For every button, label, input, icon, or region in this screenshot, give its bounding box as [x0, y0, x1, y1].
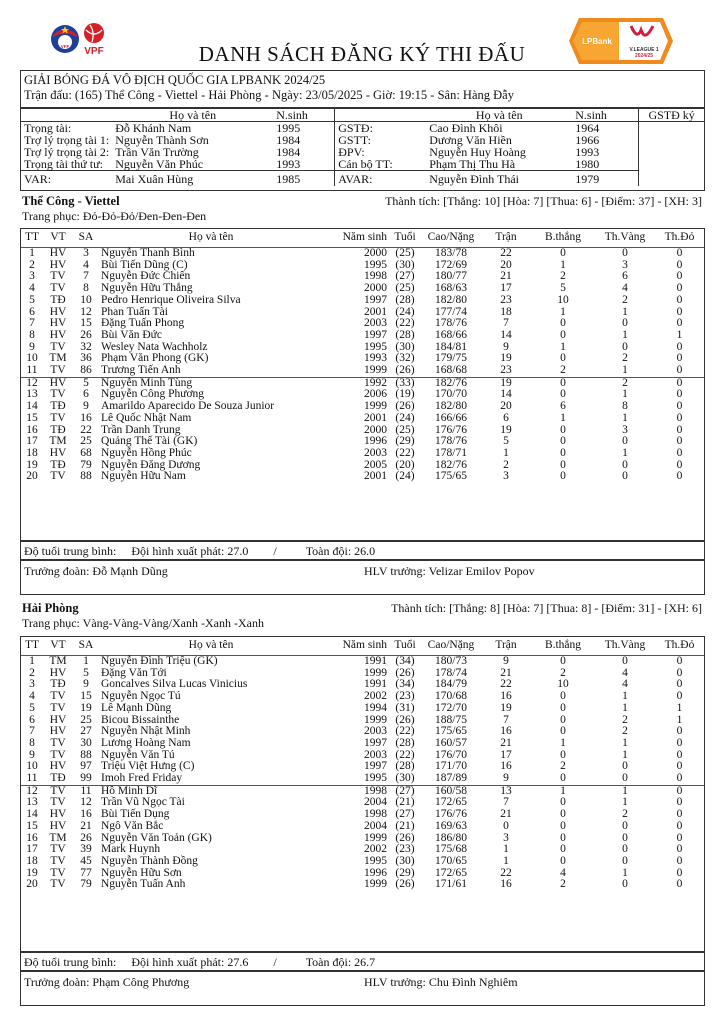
player-row: 5 TV 19 Lê Mạnh Dũng 1994 (31) 172/70 19 0 1 1	[29, 701, 683, 714]
player-row: 14 HV 16 Bùi Tiến Dụng 1998 (27) 176/76 21 0 2 0	[26, 808, 683, 821]
team-name-home: Thể Công - Viettel	[22, 194, 120, 208]
player-row: 4 TV 15 Nguyễn Ngọc Tú 2002 (23) 170/68 16 0 1 0	[29, 690, 683, 703]
avg-age-away: Độ tuổi trung bình: Đội hình xuất phát: 27.6 / Toàn đội: 26.7	[20, 952, 705, 971]
staff-home	[20, 560, 705, 595]
svg-text:LPBank: LPBank	[582, 37, 612, 46]
svg-text:VFF: VFF	[60, 44, 70, 49]
official-row: Trọng tài thứ tư: Nguyễn Văn Phúc 1993 Cán bộ TT: Phạm Thị Thu Hà 1980	[24, 157, 600, 171]
player-row: 13 TV 6 Nguyễn Công Phương 2006 (19) 170/70 14 0 1 0	[26, 388, 683, 401]
player-row: 5 TĐ 10 Pedro Henrique Oliveira Silva 1997 (28) 182/80 23 10 2 0	[29, 293, 683, 306]
col-name: Họ và tên	[169, 108, 217, 122]
player-row: 9 TV 88 Nguyễn Văn Tú 2003 (22) 176/70 17 0 1 0	[29, 748, 683, 761]
player-row: 2 HV 4 Bùi Tiến Dũng (C) 1995 (30) 172/69 20 1 3 0	[29, 258, 683, 271]
player-row: 7 HV 27 Nguyễn Nhật Minh 2003 (22) 175/65 16 0 2 0	[29, 725, 683, 738]
official-row: Trọng tài: Đỗ Khánh Nam 1995 GSTĐ: Cao Đình Khôi 1964	[21, 122, 704, 135]
player-row: 11 TĐ 99 Imoh Fred Friday 1995 (30) 187/89 9 0 0 0	[26, 772, 683, 785]
svg-text:VPF: VPF	[84, 46, 104, 57]
player-row: 15 TV 16 Lê Quốc Nhật Nam 2001 (24) 166/66 6 1 1 0	[26, 411, 683, 424]
vleague-logo	[567, 16, 675, 66]
player-row: 10 HV 97 Triệu Việt Hưng (C) 1997 (28) 171/70 16 2 0 0	[26, 760, 683, 773]
player-row: 19 TV 77 Nguyễn Hữu Sơn 1996 (29) 172/65 22 4 1 0	[26, 866, 683, 879]
official-row: Trợ lý trọng tài 1: Nguyễn Thành Sơn 1984 GSTT: Dương Văn Hiền 1966	[24, 133, 600, 147]
staff-away	[20, 971, 705, 1006]
player-row: 9 TV 32 Wesley Nata Wachholz 1995 (30) 184/81 9 1 0 0	[29, 340, 683, 353]
svg-text:2024/25: 2024/25	[634, 53, 654, 59]
player-row: 8 TV 30 Lương Hoàng Nam 1997 (28) 160/57 21 1 1 0	[29, 736, 683, 749]
page-title: DANH SÁCH ĐĂNG KÝ THI ĐẤU	[198, 42, 526, 66]
manager-away: Trưởng đoàn: Phạm Công Phương	[24, 975, 190, 989]
team-record-away: Thành tích: [Thắng: 8] [Hòa: 7] [Thua: 8] - [Điểm: 31] - [XH: 6]	[391, 601, 702, 615]
official-row: VAR: Mai Xuân Hùng 1985 AVAR: Nguyễn Đình Thái 1979	[21, 171, 704, 187]
signature-cell	[639, 122, 704, 187]
match-info: Trận đấu: (165) Thể Công - Viettel - Hải Phòng - Ngày: 23/05/2025 - Giờ: 19:15 - Sân: Hàng Đẫy	[24, 88, 514, 102]
league-name: GIẢI BÓNG ĐÁ VÔ ĐỊCH QUỐC GIA LPBANK 2024/25	[24, 73, 326, 87]
player-row: 1 TM 1 Nguyễn Đình Triệu (GK) 1991 (34) 180/73 9 0 0 0	[29, 655, 683, 667]
col-birth: N.sinh	[575, 108, 607, 122]
player-row: 14 TĐ 9 Amarildo Aparecido De Souza Junior 1999 (26) 182/80 20 6 8 0	[26, 400, 683, 413]
officials-table	[20, 108, 705, 191]
player-row: 11 TV 86 Trương Tiến Anh 1999 (26) 168/68 23 2 1 0	[26, 364, 683, 377]
squad-table-away: TT VT SA Họ và tên Năm sinh Tuổi Cao/Nặng Trận B.thắng Th.Vàng Th.Đỏ 1 TM 1 Nguyễn Đình Triệu (GK) 1991 (34) 180/73 9 0 0 0 2 HV 5 Đặng Văn Tới 1999 (26) 178/74 21 2 4 0 3 TĐ 9 Goncalves Silva Lucas Vinicius 1991 (34) 184/79 22 10 4 0 4 TV 15 Nguyễn Ngọc Tú 2002 (23) 170/68 16 0 1 0 5 TV 19 Lê Mạnh Dũng 1994 (31) 172/70 19 0 1 1 6 HV 25 Bicou Bissainthe 1999 (26) 188/75 7 0 2 1 7 HV 27 Nguyễn Nhật Minh 2003 (22) 175/65 16 0 2 0 8 TV 30 Lương Hoàng Nam 1997 (28) 160/57 21 1 1 0 9 TV 88 Nguyễn Văn Tú 2003 (22) 176/70 17 0 1 0 10 HV 97 Triệu Việt Hưng (C) 1997 (28) 171/70 16 2 0 0 11 TĐ 99 Imoh Fred Friday 1995 (30) 187/89 9 0 0 0 12 TV 11 Hồ Minh Dĩ 1998 (27) 160/58 13 1 1 0 13 TV 12 Trần Vũ Ngọc Tài 2004 (21) 172/65 7 0 1 0 14 HV 16 Bùi Tiến Dụng 1998 (27) 176/76 21 0 2 0 15 HV 21 Ngô Văn Bắc 2004 (21) 169/63 0 0 0 0 16 TM 26 Nguyễn Văn Toản (GK) 1999 (26) 186/80 3 0 0 0 17 TV 39 Mark Huynh 2002 (23) 175/68 1 0 0 0 18 TV 45 Nguyễn Thành Đồng 1995 (30) 170/65 1 0 0 0 19 TV 77 Nguyễn Hữu Sơn 1996 (29) 172/65 22 4 1 0 20 TV 79 Nguyễn Tuấn Anh 1999 (26) 171/61 16 2 0 0	[20, 636, 705, 952]
player-row: 17 TV 39 Mark Huynh 2002 (23) 175/68 1 0 0 0	[26, 843, 683, 856]
player-row: 7 HV 15 Đặng Tuấn Phong 2003 (22) 178/76 7 0 0 0	[29, 317, 683, 330]
coach-away: HLV trưởng: Chu Đình Nghiêm	[364, 975, 518, 989]
squad-table-home: TT VT SA Họ và tên Năm sinh Tuổi Cao/Nặng Trận B.thắng Th.Vàng Th.Đỏ 1 HV 3 Nguyễn Thanh Bình 2000 (25) 183/78 22 0 0 0 2 HV 4 Bùi Tiến Dũng (C) 1995 (30) 172/69 20 1 3 0 3 TV 7 Nguyễn Đức Chiến 1998 (27) 180/77 21 2 6 0 4 TV 8 Nguyễn Hữu Thắng 2000 (25) 168/63 17 5 4 0 5 TĐ 10 Pedro Henrique Oliveira Silva 1997 (28) 182/80 23 10 2 0 6 HV 12 Phan Tuấn Tài 2001 (24) 177/74 18 1 1 0 7 HV 15 Đặng Tuấn Phong 2003 (22) 178/76 7 0 0 0 8 HV 26 Bùi Văn Đức 1997 (28) 168/66 14 0 1 1 9 TV 32 Wesley Nata Wachholz 1995 (30) 184/81 9 1 0 0 10 TM 36 Phạm Văn Phong (GK) 1993 (32) 179/75 19 0 2 0 11 TV 86 Trương Tiến Anh 1999 (26) 168/68 23 2 1 0 12 HV 5 Nguyễn Minh Tùng 1992 (33) 182/76 19 0 2 0 13 TV 6 Nguyễn Công Phương 2006 (19) 170/70 14 0 1 0 14 TĐ 9 Amarildo Aparecido De Souza Junior 1999 (26) 182/80 20 6 8 0 15 TV 16 Lê Quốc Nhật Nam 2001 (24) 166/66 6 1 1 0 16 TĐ 22 Trần Danh Trung 2000 (25) 176/76 19 0 3 0 17 TM 25 Quảng Thế Tài (GK) 1996 (29) 178/76 5 0 0 0 18 HV 68 Nguyễn Hồng Phúc 2003 (22) 178/71 1 0 1 0 19 TĐ 79 Nguyễn Đăng Dương 2005 (20) 182/76 2 0 0 0 20 TV 88 Nguyễn Hữu Nam 2001 (24) 175/65 3 0 0 0	[20, 228, 705, 541]
player-row: 19 TĐ 79 Nguyễn Đăng Dương 2005 (20) 182/76 2 0 0 0	[26, 458, 683, 471]
player-row: 8 HV 26 Bùi Văn Đức 1997 (28) 168/66 14 0 1 1	[29, 328, 683, 341]
coach-home: HLV trưởng: Velizar Emilov Popov	[364, 564, 535, 578]
team-kit-away: Trang phục: Vàng-Vàng-Vàng/Xanh -Xanh -Xanh	[22, 616, 264, 630]
official-row: Trợ lý trọng tài 2: Trần Văn Trường 1984 ĐPV: Nguyễn Huy Hoàng 1993	[24, 145, 600, 159]
player-row: 15 HV 21 Ngô Văn Bắc 2004 (21) 169/63 0 0 0 0	[26, 819, 683, 832]
player-row: 20 TV 79 Nguyễn Tuấn Anh 1999 (26) 171/61 16 2 0 0	[26, 878, 683, 891]
col-birth: N.sinh	[276, 108, 308, 122]
player-row: 12 TV 11 Hồ Minh Dĩ 1998 (27) 160/58 13 1 1 0	[21, 785, 704, 797]
player-row: 13 TV 12 Trần Vũ Ngọc Tài 2004 (21) 172/65 7 0 1 0	[26, 796, 683, 809]
player-row: 6 HV 12 Phan Tuấn Tài 2001 (24) 177/74 18 1 1 0	[29, 305, 683, 318]
lpbank-vleague-logo-icon	[567, 16, 675, 66]
col-name: Họ và tên	[475, 108, 523, 122]
match-header	[20, 70, 705, 108]
player-row: 4 TV 8 Nguyễn Hữu Thắng 2000 (25) 168/63 17 5 4 0	[29, 282, 683, 295]
player-row: 18 HV 68 Nguyễn Hồng Phúc 2003 (22) 178/71 1 0 1 0	[26, 446, 683, 459]
player-row: 17 TM 25 Quảng Thế Tài (GK) 1996 (29) 178/76 5 0 0 0	[26, 435, 683, 448]
player-row: 16 TĐ 22 Trần Danh Trung 2000 (25) 176/76 19 0 3 0	[26, 423, 683, 436]
team-kit-home: Trang phục: Đỏ-Đỏ-Đỏ/Đen-Đen-Đen	[22, 209, 207, 223]
player-row: 18 TV 45 Nguyễn Thành Đồng 1995 (30) 170/65 1 0 0 0	[26, 854, 683, 867]
team-name-away: Hải Phòng	[22, 601, 79, 615]
manager-home: Trưởng đoàn: Đỗ Mạnh Dũng	[24, 564, 168, 578]
team-record-home: Thành tích: [Thắng: 10] [Hòa: 7] [Thua: 6] - [Điểm: 37] - [XH: 3]	[385, 194, 702, 208]
player-row: 3 TĐ 9 Goncalves Silva Lucas Vinicius 1991 (34) 184/79 22 10 4 0	[29, 678, 683, 691]
player-row: 16 TM 26 Nguyễn Văn Toản (GK) 1999 (26) 186/80 3 0 0 0	[26, 831, 683, 844]
player-row: 3 TV 7 Nguyễn Đức Chiến 1998 (27) 180/77 21 2 6 0	[29, 270, 683, 283]
col-sign: GSTĐ ký	[639, 109, 704, 122]
player-row: 1 HV 3 Nguyễn Thanh Bình 2000 (25) 183/78 22 0 0 0	[29, 247, 683, 259]
avg-age-home: Độ tuổi trung bình: Đội hình xuất phát: 27.0 / Toàn đội: 26.0	[20, 541, 705, 560]
player-row: 12 HV 5 Nguyễn Minh Tùng 1992 (33) 182/76 19 0 2 0	[21, 377, 704, 389]
player-row: 10 TM 36 Phạm Văn Phong (GK) 1993 (32) 179/75 19 0 2 0	[26, 352, 683, 365]
player-row: 6 HV 25 Bicou Bissainthe 1999 (26) 188/75 7 0 2 1	[29, 713, 683, 726]
svg-text:V.LEAGUE 1: V.LEAGUE 1	[629, 47, 659, 53]
player-row: 2 HV 5 Đặng Văn Tới 1999 (26) 178/74 21 2 4 0	[29, 666, 683, 679]
player-row: 20 TV 88 Nguyễn Hữu Nam 2001 (24) 175/65 3 0 0 0	[26, 470, 683, 483]
